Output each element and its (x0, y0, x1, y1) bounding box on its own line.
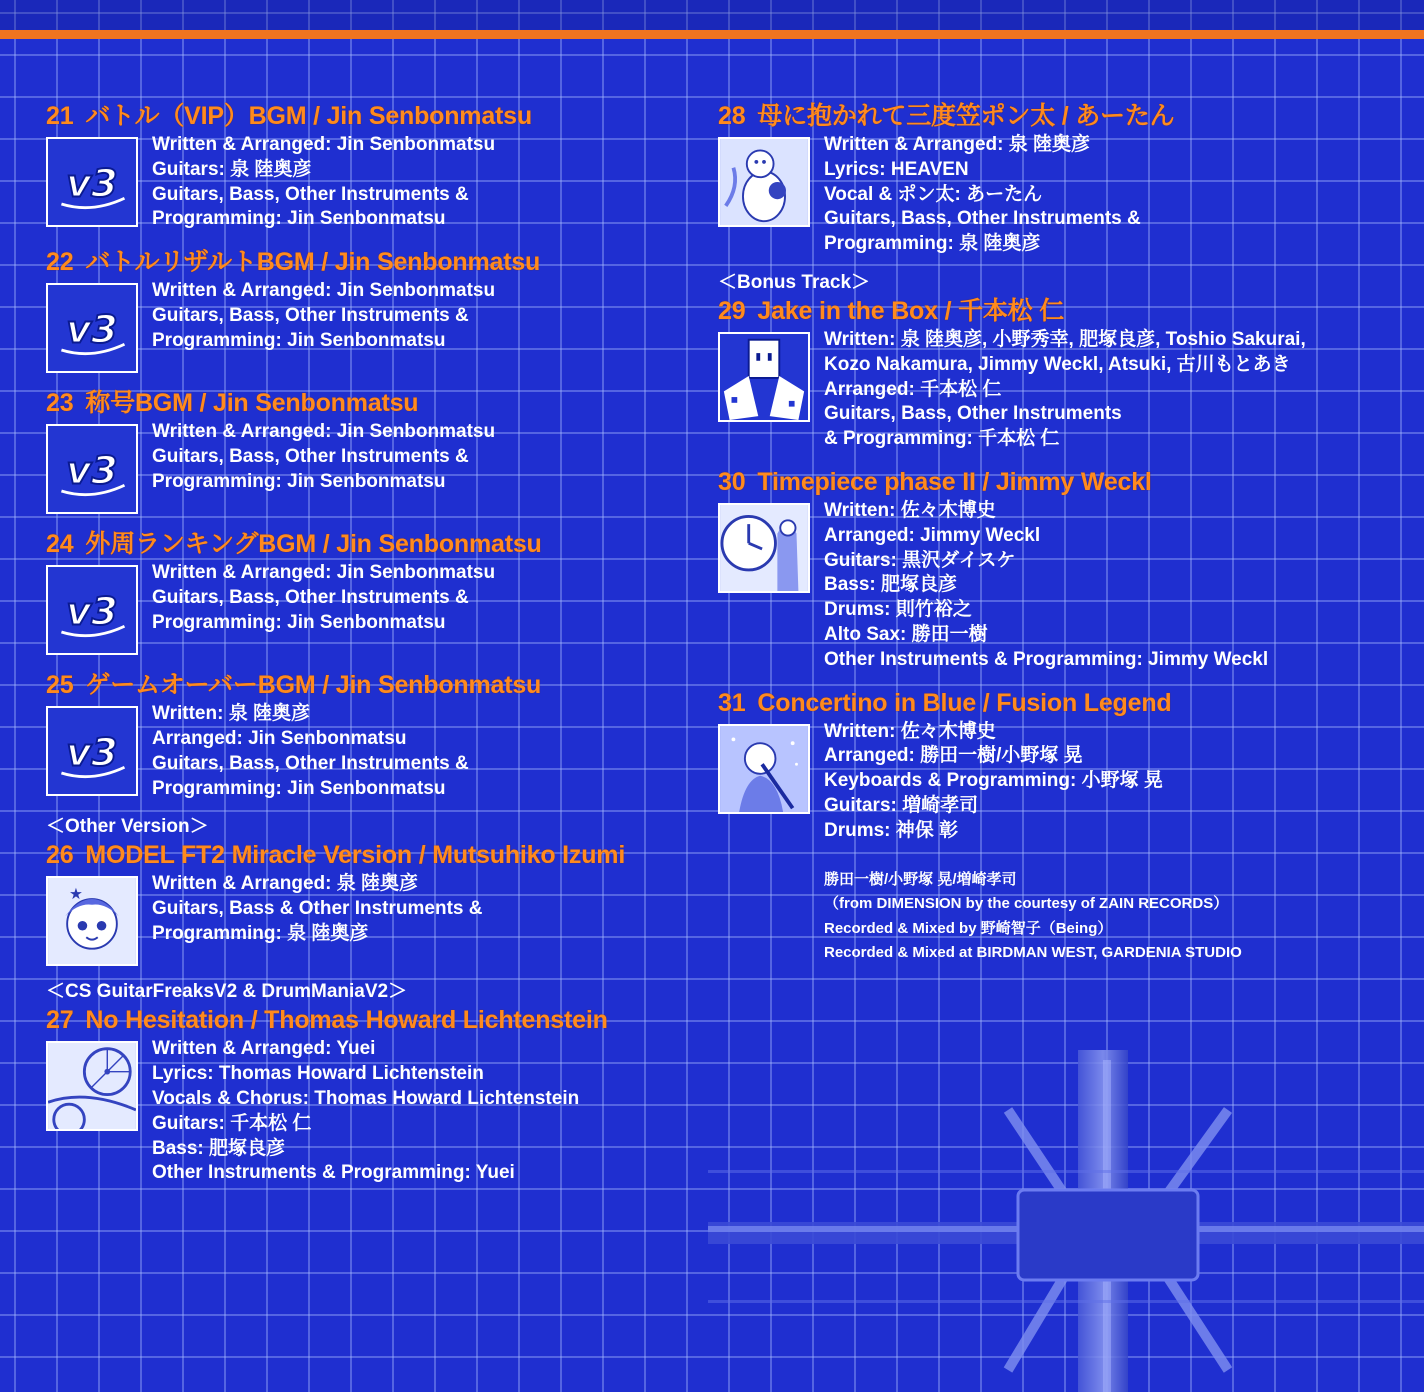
track-title-text: Concertino in Blue / Fusion Legend (757, 688, 1172, 717)
credit-line: Programming: Jin Senbonmatsu (152, 777, 446, 799)
track-number: 21 (46, 102, 74, 130)
flute-art-thumbnail (718, 724, 810, 814)
track-body (46, 420, 686, 514)
bicycle-art-thumbnail (46, 1041, 138, 1131)
section-heading: ＜Other Version＞ (46, 816, 209, 838)
credit-line: Programming: Jin Senbonmatsu (152, 208, 446, 230)
track-title (46, 528, 686, 560)
credit-line: Programming: Jin Senbonmatsu (152, 470, 446, 492)
credit-line: Arranged: 千本松 仁 (824, 378, 1002, 400)
credit-line: Written & Arranged: 泉 陸奥彦 (824, 134, 1091, 155)
top-orange-rule (0, 30, 1424, 39)
track-title (718, 100, 1408, 132)
track-title (46, 1004, 686, 1036)
note-line: Recorded & Mixed by 野崎智子（Being） (824, 919, 1113, 937)
credit-line: Guitars, Bass, Other Instruments & (152, 304, 469, 326)
credit-line: Written & Arranged: Jin Senbonmatsu (152, 134, 496, 155)
credit-line: Programming: 泉 陸奥彦 (152, 922, 369, 944)
track-27 (46, 980, 686, 1186)
left-column (46, 100, 686, 1200)
track-body (718, 133, 1408, 257)
track-body (718, 328, 1408, 452)
track-title-text: バトル（VIP）BGM / Jin Senbonmatsu (85, 102, 532, 130)
credit-list (824, 133, 1141, 257)
svg-text:v3: v3 (66, 449, 118, 494)
track-body (46, 702, 686, 801)
credit-line: Programming: Jin Senbonmatsu (152, 329, 446, 351)
credit-line: Written & Arranged: Yuei (152, 1038, 376, 1060)
svg-text:v3: v3 (66, 162, 118, 207)
credit-list (824, 720, 1163, 844)
note-line: 勝田一樹/小野塚 晃/増崎孝司 (824, 870, 1017, 888)
credit-line: Written & Arranged: 泉 陸奥彦 (152, 873, 419, 895)
track-25 (46, 669, 686, 801)
track-title (46, 839, 686, 871)
v3-logo-thumbnail (46, 424, 138, 514)
track-title-text: 外周ランキングBGM / Jin Senbonmatsu (85, 530, 542, 559)
track-body (718, 720, 1408, 844)
credit-line: Programming: Jin Senbonmatsu (152, 611, 446, 633)
credit-list (824, 328, 1306, 452)
right-column (718, 100, 1408, 966)
track-body (46, 1037, 686, 1186)
track-number: 26 (46, 841, 74, 870)
credit-line: Written & Arranged: Jin Senbonmatsu (152, 280, 496, 302)
track-30 (718, 466, 1408, 673)
track-28 (718, 100, 1408, 257)
track-body (46, 133, 686, 232)
credit-line: Guitars: 千本松 仁 (152, 1112, 312, 1134)
track-22 (46, 246, 686, 373)
credit-line: Lyrics: Thomas Howard Lichtenstein (152, 1063, 484, 1085)
credit-line: Kozo Nakamura, Jimmy Weckl, Atsuki, 古川もとあき (824, 353, 1291, 375)
track-title-text: Jake in the Box / 千本松 仁 (757, 296, 1065, 325)
credit-line: Guitars: 黒沢ダイスケ (824, 549, 1016, 571)
track-title (718, 295, 1408, 327)
track-title-text: バトルリザルトBGM / Jin Senbonmatsu (85, 248, 541, 277)
credit-line: Programming: 泉 陸奥彦 (824, 233, 1041, 255)
svg-text:★: ★ (69, 886, 83, 904)
track-title (46, 100, 686, 132)
v3-logo-thumbnail (46, 706, 138, 796)
track-body (718, 499, 1408, 673)
credit-list (152, 702, 469, 801)
track-21 (46, 100, 686, 232)
credit-line: Written: 佐々木博史 (824, 499, 996, 521)
track-title-text: ゲームオーバーBGM / Jin Senbonmatsu (85, 671, 542, 700)
track-body (46, 872, 686, 966)
credit-list (152, 420, 495, 494)
credit-line: Arranged: Jin Senbonmatsu (152, 727, 407, 749)
girl-art-thumbnail (46, 876, 138, 966)
track-number: 31 (718, 688, 746, 717)
credit-line: Written: 佐々木博史 (824, 720, 996, 742)
track-number: 24 (46, 530, 74, 559)
credit-line: Guitars, Bass, Other Instruments & (152, 445, 469, 467)
credit-line: Vocal & ポン太: あーたん (824, 183, 1043, 205)
track-23 (46, 387, 686, 514)
track-31 (718, 687, 1408, 844)
credit-list (152, 279, 495, 353)
credit-line: Guitars: 泉 陸奥彦 (152, 158, 312, 180)
credit-line: Written & Arranged: Jin Senbonmatsu (152, 562, 496, 584)
track-24 (46, 528, 686, 655)
credit-line: Drums: 則竹裕之 (824, 599, 972, 621)
note-line: （from DIMENSION by the courtesy of ZAIN RECORDS） (824, 895, 1229, 913)
v3-logo-thumbnail (46, 283, 138, 373)
track-title (46, 669, 686, 701)
track-title (718, 466, 1408, 498)
credit-list (152, 1037, 579, 1186)
credit-line: Vocals & Chorus: Thomas Howard Lichtenstein (152, 1087, 580, 1109)
credit-line: Drums: 神保 彰 (824, 819, 959, 841)
track-number: 22 (46, 248, 74, 277)
track-title-text: 称号BGM / Jin Senbonmatsu (85, 389, 419, 418)
track-body (46, 561, 686, 655)
track-title (46, 387, 686, 419)
credit-line: Guitars, Bass, Other Instruments & (824, 208, 1141, 230)
credit-line: & Programming: 千本松 仁 (824, 428, 1060, 450)
credit-line: Written: 泉 陸奥彦, 小野秀幸, 肥塚良彦, Toshio Sakurai, (824, 328, 1306, 350)
credit-line: Bass: 肥塚良彦 (152, 1137, 286, 1159)
credit-list (152, 872, 482, 946)
credit-line: Alto Sax: 勝田一樹 (824, 623, 988, 645)
note-line: Recorded & Mixed at BIRDMAN WEST, GARDENIA STUDIO (824, 944, 1242, 962)
top-band (0, 0, 1424, 30)
track-title-text: 母に抱かれて三度笠ポン太 / あーたん (757, 102, 1175, 130)
credit-list (152, 133, 495, 232)
credit-line: Guitars, Bass, Other Instruments & (152, 183, 469, 205)
track-title-text: Timepiece phase II / Jimmy Weckl (757, 467, 1152, 496)
credit-line: Written: 泉 陸奥彦 (152, 703, 310, 725)
credit-line: Written & Arranged: Jin Senbonmatsu (152, 421, 496, 443)
credit-line: Guitars, Bass, Other Instruments (824, 403, 1122, 425)
track-29 (718, 271, 1408, 452)
credit-line: Keyboards & Programming: 小野塚 晃 (824, 770, 1163, 792)
machine-illustration (708, 1050, 1424, 1392)
track-number: 28 (718, 102, 746, 130)
bear-art-thumbnail (718, 137, 810, 227)
track-number: 29 (718, 296, 746, 325)
v3-logo-thumbnail (46, 137, 138, 227)
track-title-text: MODEL FT2 Miracle Version / Mutsuhiko Izumi (85, 841, 626, 870)
track-title (46, 246, 686, 278)
credit-line: Other Instruments & Programming: Yuei (152, 1162, 515, 1184)
svg-text:v3: v3 (66, 731, 118, 776)
credit-line: Arranged: Jimmy Weckl (824, 524, 1041, 546)
track-number: 23 (46, 389, 74, 418)
credit-line: Guitars, Bass, Other Instruments & (152, 752, 469, 774)
credit-line: Other Instruments & Programming: Jimmy Weckl (824, 648, 1269, 670)
track-title-text: No Hesitation / Thomas Howard Lichtenstein (85, 1006, 608, 1035)
credit-line: Bass: 肥塚良彦 (824, 574, 958, 596)
credit-list (152, 561, 495, 635)
jack-box-art-thumbnail (718, 332, 810, 422)
svg-text:v3: v3 (66, 308, 118, 353)
track-number: 25 (46, 671, 74, 700)
svg-text:v3: v3 (66, 590, 118, 635)
track-number: 27 (46, 1006, 74, 1035)
track-26 (46, 815, 686, 966)
credit-line: Guitars: 増崎孝司 (824, 794, 979, 816)
section-heading: ＜CS GuitarFreaksV2 & DrumManiaV2＞ (46, 981, 408, 1003)
v3-logo-thumbnail (46, 565, 138, 655)
credit-line: Arranged: 勝田一樹/小野塚 晃 (824, 745, 1083, 767)
recording-notes (824, 868, 1408, 966)
track-number: 30 (718, 467, 746, 496)
credit-line: Guitars, Bass & Other Instruments & (152, 898, 483, 920)
credit-line: Lyrics: HEAVEN (824, 158, 969, 180)
track-title (718, 687, 1408, 719)
credit-list (824, 499, 1268, 673)
section-heading: ＜Bonus Track＞ (718, 271, 871, 293)
track-body (46, 279, 686, 373)
clock-art-thumbnail (718, 503, 810, 593)
credit-line: Guitars, Bass, Other Instruments & (152, 586, 469, 608)
